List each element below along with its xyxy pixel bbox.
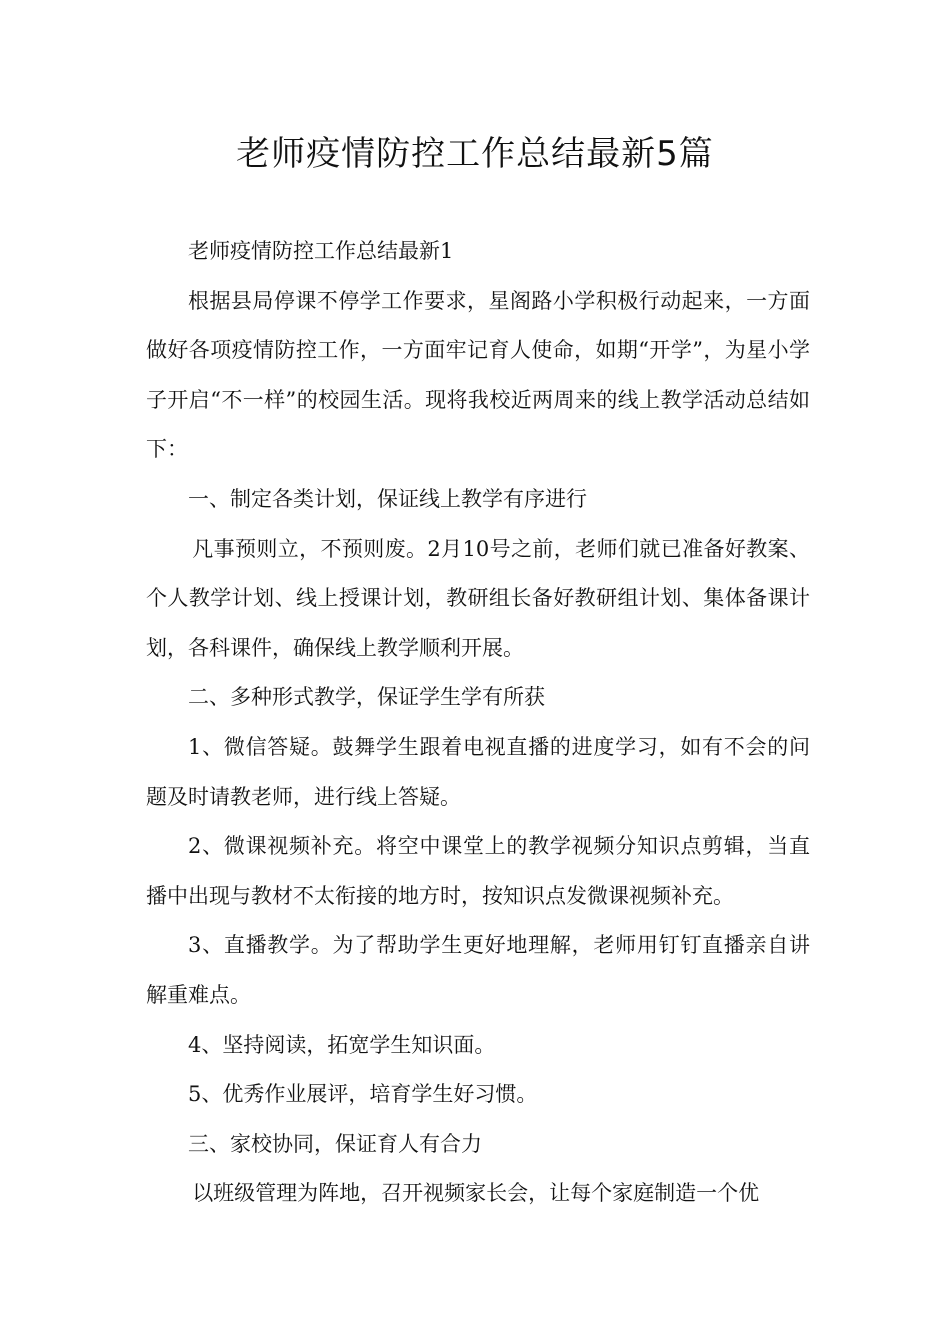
section-heading: 二、多种形式教学，保证学生学有所获 [188,685,545,710]
document-body [146,227,810,1219]
list-item: 2、微课视频补充。将空中课堂上的教学视频分知识点剪辑，当直播中出现与教材不太衔接的地方时，按知识点发微课视频补充。 [146,834,810,908]
list-item: 4、坚持阅读，拓宽学生知识面。 [188,1032,496,1057]
body-paragraph: 凡事预则立，不预则废。2月10号之前，老师们就已准备好教案、个人教学计划、线上授课计划，教研组长备好教研组计划、集体备课计划，各科课件，确保线上教学顺利开展。 [146,536,810,660]
list-item: 1、微信答疑。鼓舞学生跟着电视直播的进度学习，如有不会的问题及时请教老师，进行线上答疑。 [146,734,810,809]
list-item: 5、优秀作业展评，培育学生好习惯。 [188,1082,538,1107]
section-heading: 三、家校协同，保证育人有合力 [188,1131,482,1156]
body-paragraph: 以班级管理为阵地，召开视频家长会，让每个家庭制造一个优 [192,1181,760,1206]
body-paragraph: 根据县局停课不停学工作要求，星阁路小学积极行动起来，一方面做好各项疫情防控工作，一方面牢记育人使命，如期“开学”，为星小学子开启“不一样”的校园生活。现将我校近两周来的线上教学活动总结如下： [146,288,810,462]
section-heading: 一、制定各类计划，保证线上教学有序进行 [188,486,587,511]
section-heading: 老师疫情防控工作总结最新1 [188,239,454,263]
document-title: 老师疫情防控工作总结最新5篇 [236,134,714,174]
list-item: 3、直播教学。为了帮助学生更好地理解，老师用钉钉直播亲自讲解重难点。 [146,933,810,1007]
